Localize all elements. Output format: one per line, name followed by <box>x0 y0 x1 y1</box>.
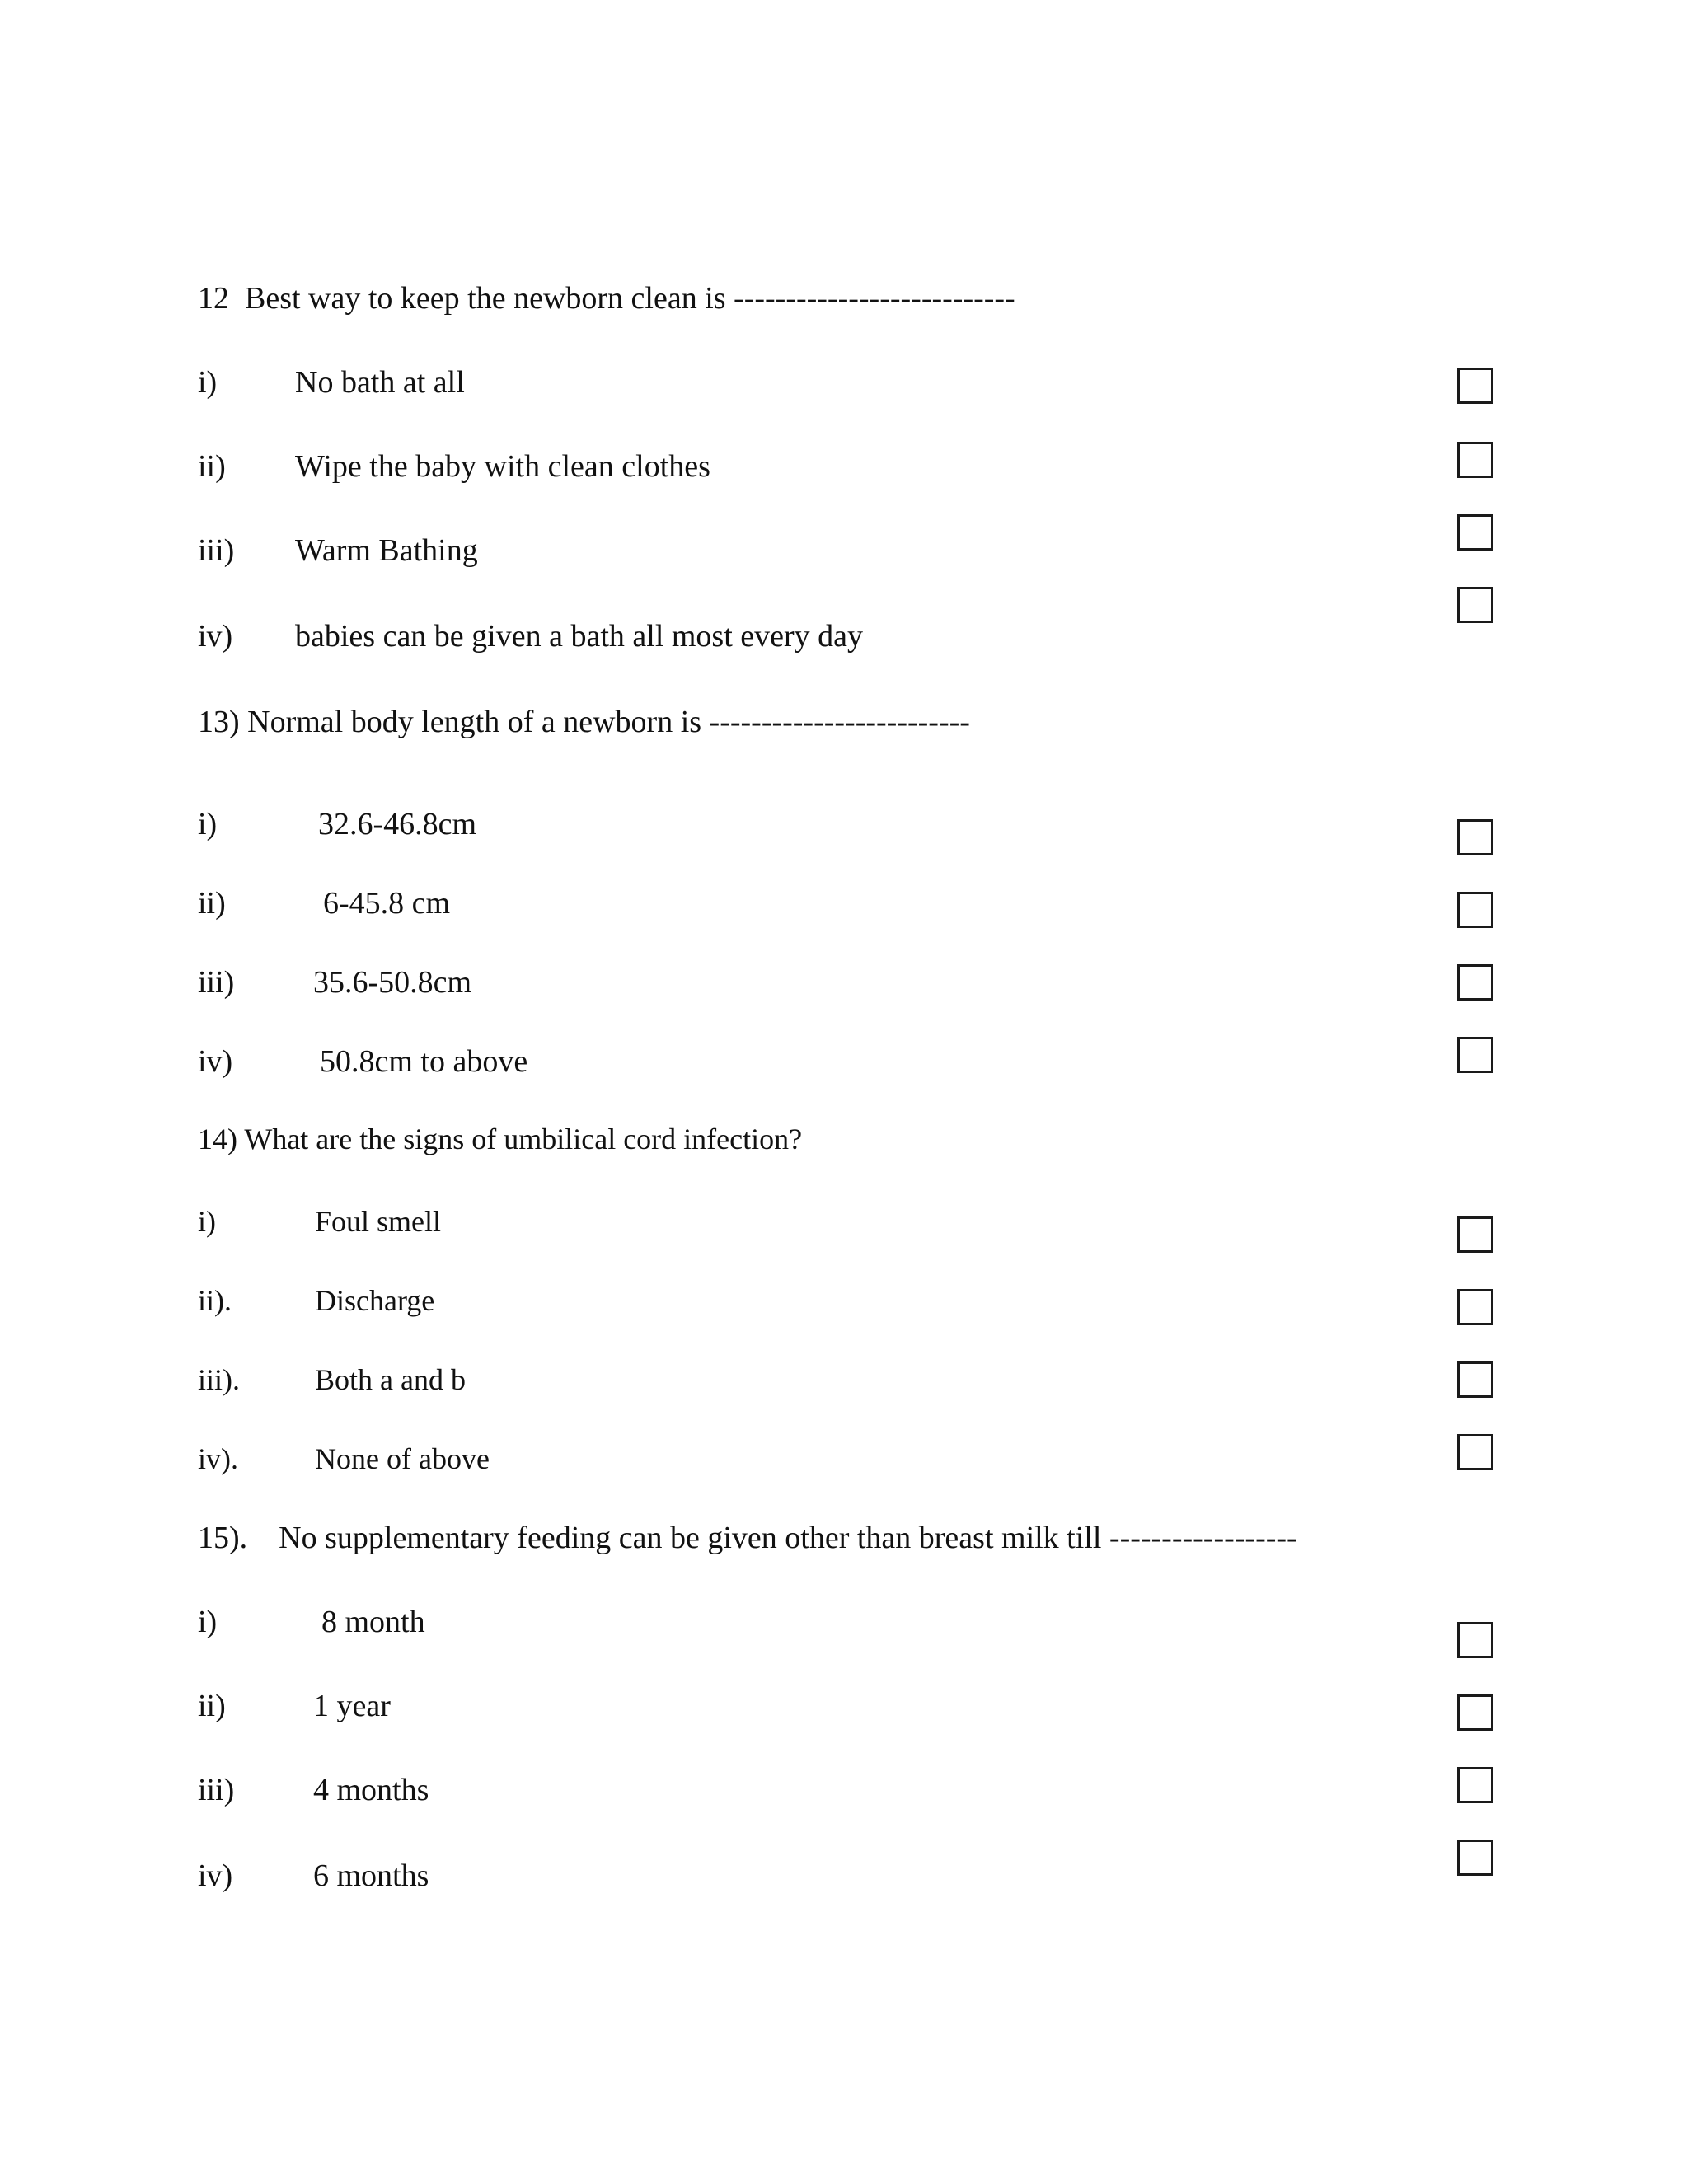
q12-option-3-checkbox[interactable] <box>1457 514 1493 551</box>
q13-option-2-checkbox[interactable] <box>1457 892 1493 928</box>
q13-option-1-text: 32.6-46.8cm <box>318 807 477 841</box>
q14-option-3-checkbox[interactable] <box>1457 1361 1493 1398</box>
q15-option-1-number: i) <box>198 1605 218 1639</box>
q12-option-4-checkbox[interactable] <box>1457 587 1493 623</box>
q15-option-3-text: 4 months <box>313 1773 429 1807</box>
q15-option-1-text: 8 month <box>321 1605 425 1639</box>
q14-option-2-checkbox[interactable] <box>1457 1289 1493 1325</box>
q13-option-4-checkbox[interactable] <box>1457 1037 1493 1073</box>
q12-option-2-text: Wipe the baby with clean clothes <box>295 449 710 484</box>
q13-option-1-checkbox[interactable] <box>1457 819 1493 855</box>
q15-option-2-number: ii) <box>198 1689 226 1723</box>
q14-option-1-text: Foul smell <box>315 1205 442 1238</box>
q15-option-4-number: iv) <box>198 1858 233 1893</box>
q15-option-2-text: 1 year <box>313 1689 391 1723</box>
q14-option-3-text: Both a and b <box>315 1363 466 1396</box>
question-15-text: 15). No supplementary feeding can be given other than breast milk till ------------------ <box>198 1521 1297 1555</box>
q14-option-1-number: i) <box>198 1205 216 1238</box>
q13-option-1-number: i) <box>198 807 218 841</box>
question-13-text: 13) Normal body length of a newborn is ------------------------- <box>198 705 970 739</box>
q13-option-4-text: 50.8cm to above <box>320 1044 528 1079</box>
q14-option-4-number: iv). <box>198 1442 238 1475</box>
q14-option-1-checkbox[interactable] <box>1457 1216 1493 1253</box>
q13-option-2-text: 6-45.8 cm <box>323 886 451 921</box>
q12-option-1-number: i) <box>198 365 218 400</box>
q13-option-3-text: 35.6-50.8cm <box>313 965 472 1000</box>
q14-option-2-number: ii). <box>198 1284 232 1317</box>
q12-option-1-text: No bath at all <box>295 365 465 400</box>
q12-option-3-number: iii) <box>198 533 235 568</box>
q13-option-2-number: ii) <box>198 886 226 921</box>
q12-option-3-text: Warm Bathing <box>295 533 478 568</box>
q15-option-3-number: iii) <box>198 1773 235 1807</box>
q12-option-4-number: iv) <box>198 619 233 654</box>
question-12-text: 12 Best way to keep the newborn clean is --------------------------- <box>198 281 1015 316</box>
q14-option-4-checkbox[interactable] <box>1457 1434 1493 1470</box>
q15-option-2-checkbox[interactable] <box>1457 1694 1493 1731</box>
q15-option-4-text: 6 months <box>313 1858 429 1893</box>
q12-option-1-checkbox[interactable] <box>1457 368 1493 404</box>
q14-option-3-number: iii). <box>198 1363 240 1396</box>
q15-option-4-checkbox[interactable] <box>1457 1840 1493 1876</box>
q12-option-2-number: ii) <box>198 449 226 484</box>
q12-option-4-text: babies can be given a bath all most every day <box>295 619 864 654</box>
q14-option-4-text: None of above <box>315 1442 490 1475</box>
q13-option-4-number: iv) <box>198 1044 233 1079</box>
q15-option-1-checkbox[interactable] <box>1457 1622 1493 1658</box>
q12-option-2-checkbox[interactable] <box>1457 442 1493 478</box>
question-14-text: 14) What are the signs of umbilical cord infection? <box>198 1122 803 1155</box>
q13-option-3-number: iii) <box>198 965 235 1000</box>
q15-option-3-checkbox[interactable] <box>1457 1767 1493 1803</box>
q14-option-2-text: Discharge <box>315 1284 435 1317</box>
q13-option-3-checkbox[interactable] <box>1457 964 1493 1001</box>
